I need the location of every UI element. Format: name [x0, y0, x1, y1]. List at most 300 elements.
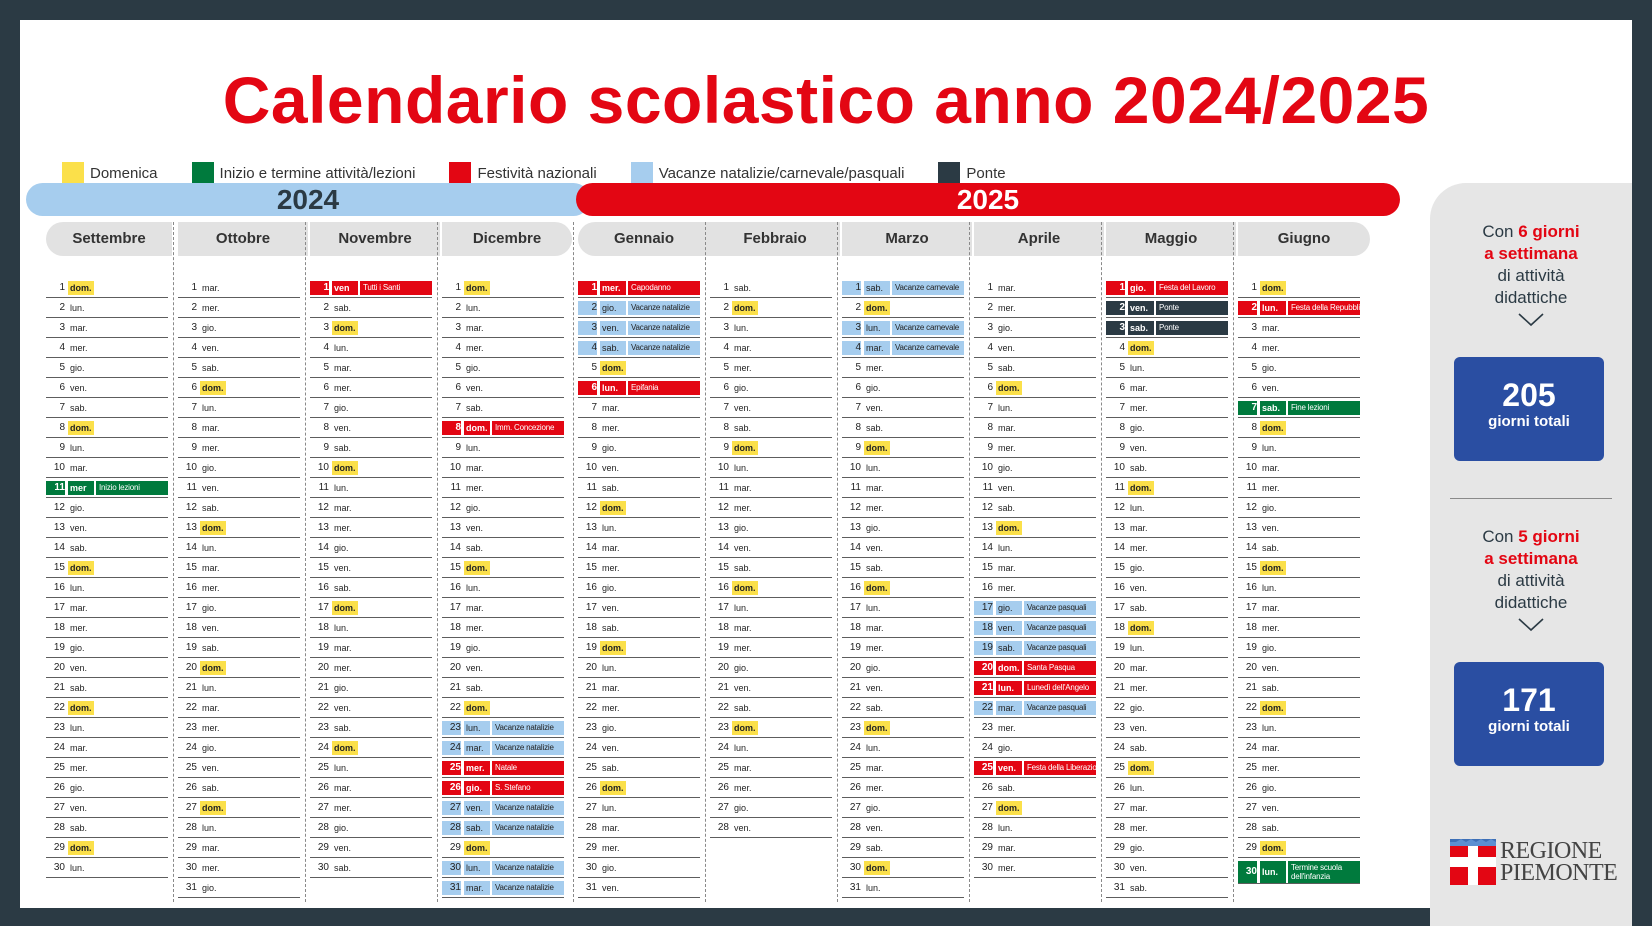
weekday: gio.	[998, 743, 1013, 753]
day-row	[842, 358, 964, 378]
weekday: mar.	[70, 323, 88, 333]
weekday: sab.	[1130, 463, 1148, 473]
weekday: mer.	[202, 583, 220, 593]
weekday: mar.	[602, 823, 620, 833]
day-number: 5	[59, 362, 65, 373]
day-number: 9	[591, 442, 597, 453]
day-row	[310, 418, 432, 438]
day-number: 25	[849, 762, 861, 773]
day-row	[974, 838, 1096, 858]
weekday: sab.	[1130, 603, 1148, 613]
weekday: lun.	[866, 603, 881, 613]
weekday: sab.	[864, 281, 890, 295]
day-number: 15	[449, 562, 461, 573]
day-row	[1106, 518, 1228, 538]
day-row	[46, 558, 168, 578]
weekday: mar.	[466, 323, 484, 333]
weekday: mer	[68, 481, 94, 495]
weekday: gio.	[602, 863, 617, 873]
day-number: 1	[1251, 282, 1257, 293]
day-number: 7	[987, 402, 993, 413]
day-number: 22	[449, 702, 461, 713]
weekday: lun.	[334, 343, 349, 353]
day-event-label: Vacanze pasquali	[1024, 641, 1096, 655]
side-prefix: Con	[1482, 222, 1514, 241]
weekday: sab.	[600, 341, 626, 355]
weekday: gio.	[466, 363, 481, 373]
weekday: lun.	[734, 603, 749, 613]
day-row	[178, 398, 300, 418]
day-number: 15	[317, 562, 329, 573]
day-row	[578, 698, 700, 718]
weekday: ven.	[202, 343, 220, 353]
weekday: mer.	[734, 643, 752, 653]
weekday: ven.	[866, 683, 884, 693]
weekday: lun.	[1262, 443, 1277, 453]
day-row	[46, 478, 168, 498]
day-number: 28	[849, 822, 861, 833]
weekday: mar.	[1262, 463, 1280, 473]
weekday: lun.	[734, 323, 749, 333]
day-row	[1238, 618, 1360, 638]
weekday: dom.	[332, 461, 358, 475]
day-row	[1238, 278, 1360, 298]
weekday: mer.	[866, 643, 884, 653]
weekday: gio.	[734, 663, 749, 673]
weekday: mar.	[1262, 323, 1280, 333]
day-row	[1106, 338, 1228, 358]
day-number: 27	[1113, 802, 1125, 813]
day-number: 14	[717, 542, 729, 553]
legend-swatch-sunday	[62, 162, 84, 184]
weekday: mar.	[1130, 383, 1148, 393]
day-row	[178, 818, 300, 838]
weekday: mer.	[602, 563, 620, 573]
weekday: mar.	[464, 881, 490, 895]
day-row	[442, 678, 564, 698]
day-number: 23	[981, 722, 993, 733]
month-header: Maggio	[1106, 222, 1236, 256]
day-number: 9	[191, 442, 197, 453]
day-number: 18	[717, 622, 729, 633]
day-number: 14	[1245, 542, 1257, 553]
day-row	[178, 798, 300, 818]
weekday: ven.	[734, 823, 752, 833]
day-row	[710, 718, 832, 738]
day-number: 13	[1245, 522, 1257, 533]
day-row	[46, 278, 168, 298]
day-row	[442, 618, 564, 638]
day-row	[974, 418, 1096, 438]
weekday: sab.	[866, 703, 884, 713]
weekday: mer.	[202, 443, 220, 453]
day-event-label: Vacanze natalizie	[492, 861, 564, 875]
weekday: mer.	[866, 503, 884, 513]
weekday: mer.	[1262, 623, 1280, 633]
weekday: mer.	[466, 623, 484, 633]
day-number: 8	[323, 422, 329, 433]
day-number: 20	[317, 662, 329, 673]
weekday: mer.	[202, 863, 220, 873]
day-row	[842, 498, 964, 518]
day-row	[1238, 578, 1360, 598]
day-row	[178, 478, 300, 498]
day-row	[442, 518, 564, 538]
day-row	[1106, 398, 1228, 418]
weekday: sab.	[1128, 321, 1154, 335]
weekday: dom.	[68, 281, 94, 295]
page-title: Calendario scolastico anno 2024/2025	[222, 63, 1430, 137]
weekday: dom.	[864, 441, 890, 455]
day-number: 22	[1245, 702, 1257, 713]
day-row	[178, 718, 300, 738]
day-row	[46, 398, 168, 418]
day-row	[1238, 298, 1368, 318]
day-row	[1238, 678, 1360, 698]
weekday: gio.	[202, 743, 217, 753]
day-number: 21	[1113, 682, 1125, 693]
weekday: mar.	[602, 403, 620, 413]
day-number: 8	[442, 421, 461, 435]
day-row	[842, 538, 964, 558]
weekday: lun.	[466, 303, 481, 313]
day-number: 29	[53, 842, 65, 853]
day-number: 3	[1106, 321, 1125, 335]
day-row	[1238, 778, 1360, 798]
day-number: 27	[717, 802, 729, 813]
day-event-label: Festa della Liberazione	[1024, 761, 1096, 775]
day-number: 25	[185, 762, 197, 773]
day-row	[178, 418, 300, 438]
day-number: 13	[185, 522, 197, 533]
weekday: dom.	[864, 301, 890, 315]
total-label: giorni totali	[1488, 413, 1570, 430]
side-line3: di attività	[1497, 266, 1565, 285]
day-row	[310, 458, 432, 478]
day-number: 28	[53, 822, 65, 833]
weekday: gio.	[202, 323, 217, 333]
weekday: sab.	[1262, 543, 1280, 553]
day-event-label: Ponte	[1156, 321, 1228, 335]
day-number: 20	[53, 662, 65, 673]
day-event-label: Vacanze natalizie	[628, 321, 700, 335]
day-row	[442, 538, 564, 558]
weekday: dom.	[600, 641, 626, 655]
day-row	[842, 678, 964, 698]
day-row	[1106, 658, 1228, 678]
day-event-label: Fine lezioni	[1288, 401, 1360, 415]
weekday: lun.	[202, 543, 217, 553]
weekday: mar.	[734, 483, 752, 493]
day-number: 2	[191, 302, 197, 313]
weekday: gio.	[734, 383, 749, 393]
weekday: gio.	[866, 383, 881, 393]
day-row	[46, 538, 168, 558]
day-row	[46, 458, 168, 478]
day-row	[578, 298, 700, 318]
day-row	[310, 398, 432, 418]
day-number: 30	[981, 862, 993, 873]
weekday: mar.	[466, 463, 484, 473]
day-number: 19	[585, 642, 597, 653]
side-panel	[1430, 183, 1632, 926]
logo-line2: PIEMONTE	[1500, 860, 1618, 886]
weekday: mer.	[70, 763, 88, 773]
day-number: 15	[981, 562, 993, 573]
day-row	[1238, 658, 1360, 678]
day-number: 19	[974, 641, 993, 655]
side-line3: di attività	[1497, 571, 1565, 590]
day-number: 16	[981, 582, 993, 593]
day-row	[442, 358, 564, 378]
weekday: lun.	[202, 403, 217, 413]
day-row	[178, 778, 300, 798]
day-row	[578, 778, 700, 798]
day-number: 9	[455, 442, 461, 453]
day-number: 10	[449, 462, 461, 473]
day-event-label: Tutti i Santi	[360, 281, 432, 295]
day-number: 8	[1119, 422, 1125, 433]
weekday: ven.	[866, 403, 884, 413]
weekday: gio.	[466, 643, 481, 653]
column-separator	[837, 222, 838, 902]
day-row	[310, 718, 432, 738]
day-row	[1106, 578, 1228, 598]
day-number: 22	[185, 702, 197, 713]
day-number: 28	[317, 822, 329, 833]
weekday: mar.	[602, 683, 620, 693]
day-event-label: Festa del Lavoro	[1156, 281, 1228, 295]
day-row	[974, 498, 1096, 518]
weekday: dom.	[68, 701, 94, 715]
day-row	[1106, 438, 1228, 458]
day-number: 3	[191, 322, 197, 333]
weekday: mer.	[466, 483, 484, 493]
weekday: mer.	[1130, 403, 1148, 413]
day-number: 11	[982, 482, 993, 493]
weekday: lun.	[1262, 723, 1277, 733]
weekday: mar.	[602, 543, 620, 553]
day-number: 2	[723, 302, 729, 313]
weekday: dom.	[600, 781, 626, 795]
day-number: 16	[585, 582, 597, 593]
day-number: 1	[455, 282, 461, 293]
day-number: 5	[591, 362, 597, 373]
weekday: gio.	[602, 443, 617, 453]
day-row	[310, 298, 432, 318]
weekday: ven.	[466, 523, 484, 533]
weekday: sab.	[466, 403, 484, 413]
weekday: mer.	[1130, 543, 1148, 553]
day-number: 26	[53, 782, 65, 793]
day-number: 22	[317, 702, 329, 713]
day-number: 13	[1113, 522, 1125, 533]
weekday: lun.	[602, 663, 617, 673]
day-row	[178, 498, 300, 518]
day-event-label: Festa della Repubblica	[1288, 301, 1360, 315]
total-number: 171	[1502, 682, 1556, 718]
weekday: mar.	[70, 603, 88, 613]
weekday: lun.	[70, 863, 85, 873]
weekday: lun.	[1260, 861, 1286, 883]
day-row	[578, 798, 700, 818]
weekday: mar.	[334, 503, 352, 513]
day-row	[442, 498, 564, 518]
day-event-label: Vacanze natalizie	[492, 881, 564, 895]
day-row	[46, 598, 168, 618]
day-number: 18	[1113, 622, 1125, 633]
day-event-label: Imm. Concezione	[492, 421, 564, 435]
day-event-label: Vacanze carnevale	[892, 281, 964, 295]
weekday: sab.	[70, 543, 88, 553]
column-separator	[437, 222, 438, 902]
day-number: 5	[1251, 362, 1257, 373]
day-number: 12	[185, 502, 197, 513]
weekday: ven.	[466, 383, 484, 393]
day-row	[178, 858, 300, 878]
day-number: 3	[455, 322, 461, 333]
weekday: ven.	[70, 663, 88, 673]
day-row	[842, 458, 964, 478]
day-row	[1238, 798, 1360, 818]
day-row	[1238, 538, 1360, 558]
weekday: mer.	[998, 303, 1016, 313]
day-row	[710, 518, 832, 538]
day-row	[178, 458, 300, 478]
weekday: sab.	[466, 543, 484, 553]
day-number: 25	[53, 762, 65, 773]
day-number: 8	[855, 422, 861, 433]
day-row	[1106, 458, 1228, 478]
weekday: mer.	[1130, 823, 1148, 833]
weekday: lun.	[1260, 301, 1286, 315]
day-row	[178, 318, 300, 338]
day-row	[974, 738, 1096, 758]
day-row	[1238, 858, 1360, 884]
weekday: mer.	[464, 761, 490, 775]
day-number: 26	[442, 781, 461, 795]
weekday: sab.	[1262, 683, 1280, 693]
weekday: lun.	[70, 583, 85, 593]
day-number: 25	[1245, 762, 1257, 773]
day-number: 22	[849, 702, 861, 713]
day-row	[578, 378, 700, 398]
weekday: gio.	[600, 301, 626, 315]
day-row	[178, 838, 300, 858]
weekday: gio.	[70, 643, 85, 653]
weekday: ven.	[1262, 803, 1280, 813]
day-row	[46, 698, 168, 718]
weekday: lun.	[734, 743, 749, 753]
day-row	[710, 538, 832, 558]
day-row	[178, 738, 300, 758]
weekday: dom.	[200, 661, 226, 675]
weekday: lun.	[1262, 583, 1277, 593]
day-number: 8	[1251, 422, 1257, 433]
weekday: lun.	[998, 823, 1013, 833]
weekday: ven.	[734, 403, 752, 413]
day-number: 27	[53, 802, 65, 813]
month-header: Gennaio	[578, 222, 710, 256]
weekday: ven.	[1262, 523, 1280, 533]
day-row	[1238, 478, 1360, 498]
weekday: dom.	[1260, 841, 1286, 855]
day-row	[1238, 558, 1360, 578]
weekday: sab.	[334, 443, 352, 453]
day-number: 20	[1245, 662, 1257, 673]
day-row	[442, 338, 564, 358]
column-separator	[705, 222, 706, 902]
weekday: sab.	[998, 363, 1016, 373]
weekday: lun.	[70, 443, 85, 453]
day-number: 4	[191, 342, 197, 353]
weekday: dom.	[332, 321, 358, 335]
weekday: ven.	[334, 703, 352, 713]
weekday: mer.	[998, 443, 1016, 453]
day-row	[46, 418, 168, 438]
day-row	[974, 698, 1096, 718]
day-row	[46, 338, 168, 358]
weekday: sab.	[334, 723, 352, 733]
day-row	[442, 778, 564, 798]
day-row	[842, 398, 964, 418]
day-row	[578, 478, 700, 498]
day-row	[310, 858, 432, 878]
weekday: dom.	[1260, 561, 1286, 575]
weekday: dom.	[864, 581, 890, 595]
day-number: 17	[185, 602, 197, 613]
day-number: 23	[717, 722, 729, 733]
day-row	[974, 358, 1096, 378]
day-number: 27	[849, 802, 861, 813]
day-number: 22	[1113, 702, 1125, 713]
day-row	[442, 798, 564, 818]
side-highlight: 6 giorni	[1518, 222, 1580, 241]
weekday: gio.	[202, 883, 217, 893]
day-row	[842, 778, 964, 798]
day-row	[310, 358, 432, 378]
day-row	[310, 318, 432, 338]
day-number: 13	[981, 522, 993, 533]
weekday: sab.	[202, 783, 220, 793]
day-number: 20	[717, 662, 729, 673]
day-number: 4	[842, 341, 861, 355]
day-number: 15	[1245, 562, 1257, 573]
day-number: 27	[585, 802, 597, 813]
day-number: 7	[1238, 401, 1257, 415]
day-number: 30	[585, 862, 597, 873]
day-number: 13	[53, 522, 65, 533]
day-row	[178, 638, 300, 658]
weekday: dom.	[200, 801, 226, 815]
day-row	[46, 618, 168, 638]
day-row	[1238, 458, 1360, 478]
day-row	[578, 758, 700, 778]
weekday: sab.	[866, 843, 884, 853]
day-number: 20	[185, 662, 197, 673]
day-number: 2	[1106, 301, 1125, 315]
day-row	[578, 658, 700, 678]
day-row	[710, 598, 832, 618]
day-number: 13	[585, 522, 597, 533]
day-number: 3	[578, 321, 597, 335]
day-number: 2	[323, 302, 329, 313]
day-event-label: Inizio lezioni	[96, 481, 168, 495]
day-number: 23	[1113, 722, 1125, 733]
day-row	[1106, 358, 1228, 378]
day-number: 17	[717, 602, 729, 613]
weekday: gio.	[734, 803, 749, 813]
